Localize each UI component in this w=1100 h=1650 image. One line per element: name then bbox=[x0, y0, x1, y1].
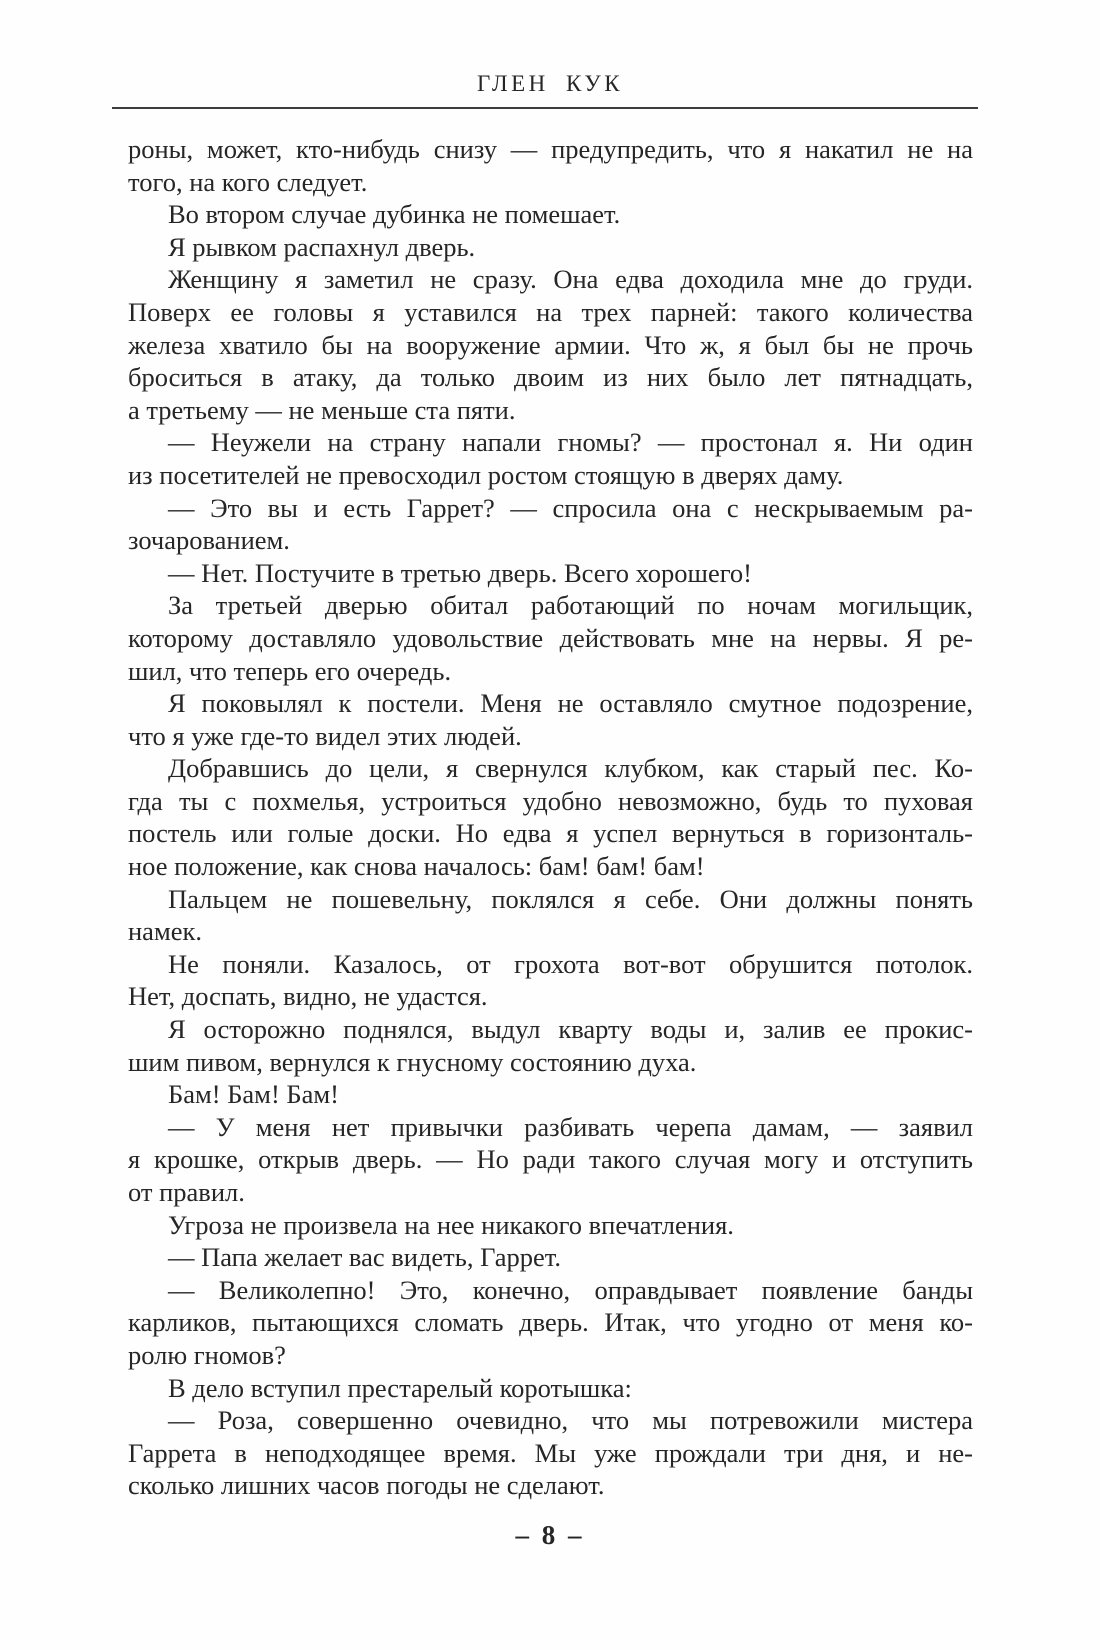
text-line: Добравшись до цели, я свернулся клубком, как старый пес. Ко- bbox=[168, 753, 973, 784]
text-line: — Нет. Постучите в третью дверь. Всего хорошего! bbox=[168, 557, 753, 588]
paragraph bbox=[128, 687, 973, 752]
paragraph bbox=[128, 1241, 973, 1274]
paragraph bbox=[128, 1111, 973, 1209]
text-line: от правил. bbox=[128, 1177, 245, 1207]
text-line: которому доставляло удовольствие действовать мне на нервы. Я ре- bbox=[128, 622, 973, 653]
text-line: Поверх ее головы я уставился на трех парней: такого количества bbox=[128, 296, 973, 327]
text-line: — Неужели на страну напали гномы? — простонал я. Ни один bbox=[168, 427, 973, 458]
paragraph bbox=[128, 557, 973, 590]
body-text bbox=[128, 133, 973, 1502]
paragraph bbox=[128, 752, 973, 882]
text-line: Пальцем не пошевельну, поклялся я себе. Они должны понять bbox=[168, 883, 973, 914]
paragraph bbox=[128, 1372, 973, 1405]
paragraph bbox=[128, 1078, 973, 1111]
paragraph bbox=[128, 1404, 973, 1502]
page-number: – 8 – bbox=[515, 1520, 585, 1550]
paragraph bbox=[128, 1274, 973, 1372]
text-line: — Это вы и есть Гаррет? — спросила она с нескрываемым ра- bbox=[168, 492, 973, 523]
text-line: — Роза, совершенно очевидно, что мы потревожили мистера bbox=[168, 1405, 973, 1436]
text-line: Во втором случае дубинка не помешает. bbox=[168, 199, 621, 230]
text-line: Женщину я заметил не сразу. Она едва доходила мне до груди. bbox=[168, 264, 973, 295]
text-line: гда ты с похмелья, устроиться удобно невозможно, будь то пуховая bbox=[128, 785, 973, 816]
text-line: из посетителей не превосходил ростом стоящую в дверях даму. bbox=[128, 459, 844, 490]
text-line: постель или голые доски. Но едва я успел вернуться в горизонталь- bbox=[128, 818, 973, 849]
text-line: карликов, пытающихся сломать дверь. Итак, что угодно от меня ко- bbox=[128, 1307, 973, 1338]
text-line: того, на кого следует. bbox=[128, 166, 368, 197]
paragraph bbox=[128, 883, 973, 948]
text-line: сколько лишних часов погоды не сделают. bbox=[128, 1470, 605, 1501]
text-line: Не поняли. Казалось, от грохота вот-вот обрушится потолок. bbox=[168, 948, 973, 979]
paragraph bbox=[128, 589, 973, 687]
text-line: — У меня нет привычки разбивать черепа дамам, — заявил bbox=[168, 1111, 973, 1142]
text-line: Я рывком распахнул дверь. bbox=[168, 231, 476, 262]
text-line: шим пивом, вернулся к гнусному состоянию духа. bbox=[128, 1046, 697, 1077]
text-line: Я осторожно поднялся, выдул кварту воды и, залив ее прокис- bbox=[168, 1014, 973, 1045]
text-line: Угроза не произвела на нее никакого впечатления. bbox=[168, 1209, 734, 1240]
text-line: роны, может, кто-нибудь снизу — предупредить, что я накатил не на bbox=[128, 134, 973, 164]
paragraph bbox=[128, 198, 973, 231]
text-line: — Папа желает вас видеть, Гаррет. bbox=[168, 1242, 561, 1273]
paragraph bbox=[128, 133, 973, 198]
text-line: а третьему — не меньше ста пяти. bbox=[128, 394, 516, 425]
text-line: я крошке, открыв дверь. — Но ради такого случая могу и отступить bbox=[128, 1144, 973, 1175]
text-line: Гаррета в неподходящее время. Мы уже прождали три дня, и не- bbox=[128, 1437, 973, 1468]
paragraph bbox=[128, 263, 973, 426]
text-line: намек. bbox=[128, 916, 202, 947]
text-line: За третьей дверью обитал работающий по ночам могильщик, bbox=[168, 590, 973, 621]
page-footer bbox=[0, 1520, 1100, 1551]
page-header bbox=[0, 71, 1100, 97]
paragraph bbox=[128, 492, 973, 557]
paragraph bbox=[128, 231, 973, 264]
paragraph bbox=[128, 1013, 973, 1078]
text-line: Нет, доспать, видно, не удастся. bbox=[128, 981, 488, 1012]
paragraph bbox=[128, 1209, 973, 1242]
paragraph bbox=[128, 948, 973, 1013]
header-rule bbox=[112, 107, 978, 109]
author-title: ГЛЕН КУК bbox=[476, 71, 624, 96]
text-line: что я уже где-то видел этих людей. bbox=[128, 720, 522, 751]
text-line: шил, что теперь его очередь. bbox=[128, 655, 452, 686]
text-line: железа хватило бы на вооружение армии. Что ж, я был бы не прочь bbox=[128, 329, 973, 360]
text-line: В дело вступил престарелый коротышка: bbox=[168, 1372, 632, 1403]
text-line: ное положение, как снова началось: бам! бам! бам! bbox=[128, 851, 705, 882]
text-line: Я поковылял к постели. Меня не оставляло смутное подозрение, bbox=[168, 688, 973, 719]
text-line: зочарованием. bbox=[128, 525, 290, 556]
text-line: броситься в атаку, да только двоим из них было лет пятнадцать, bbox=[128, 362, 973, 393]
text-line: — Великолепно! Это, конечно, оправдывает появление банды bbox=[168, 1274, 973, 1305]
paragraph bbox=[128, 426, 973, 491]
text-line: ролю гномов? bbox=[128, 1339, 286, 1370]
text-line: Бам! Бам! Бам! bbox=[168, 1079, 339, 1110]
